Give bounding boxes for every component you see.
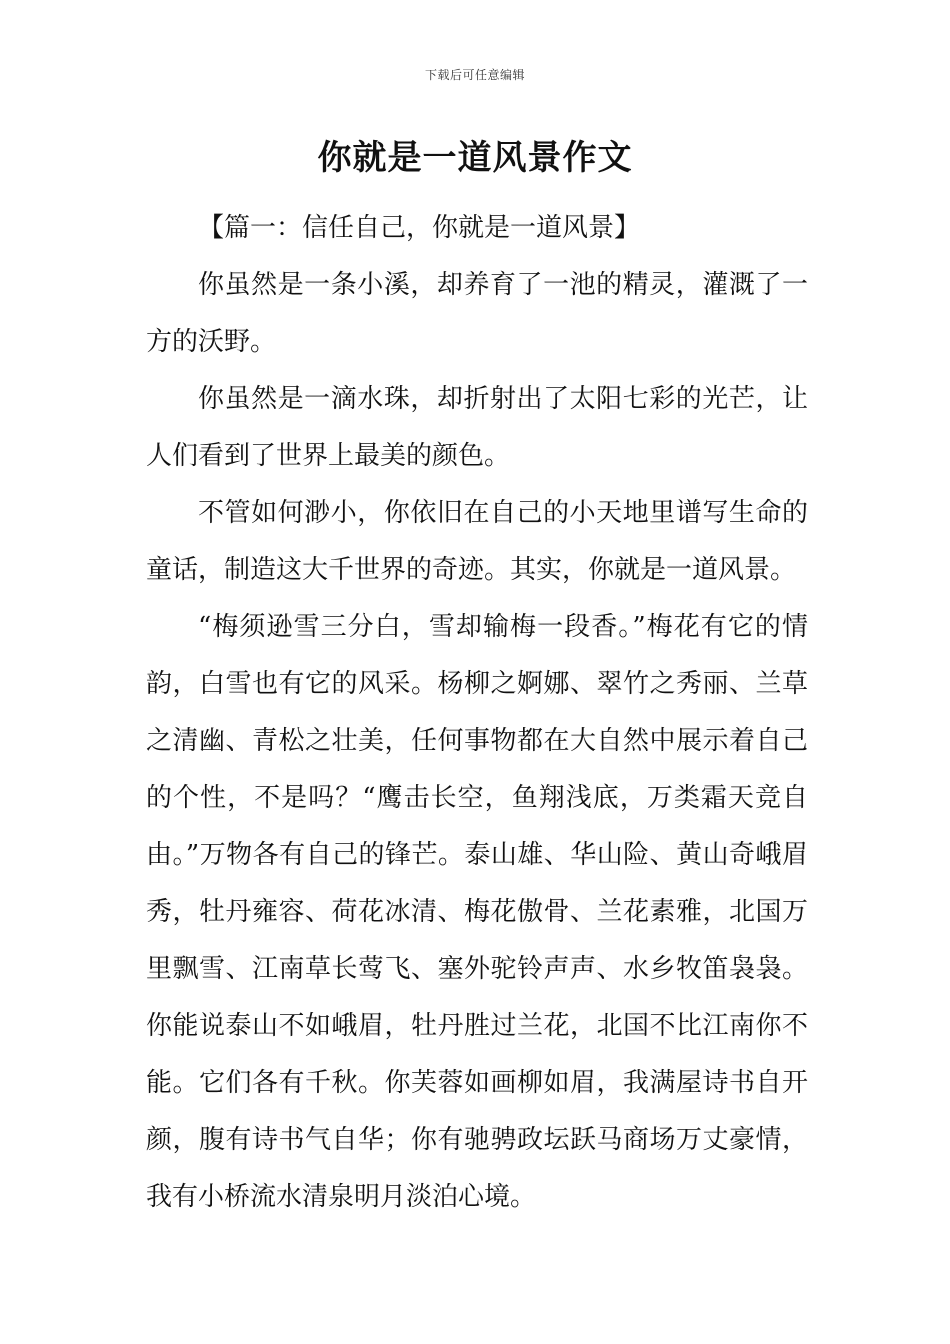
document-body bbox=[146, 200, 808, 1226]
paragraph: 不管如何渺小，你依旧在自己的小天地里谱写生命的童话，制造这大千世界的奇迹。其实，你就是一道风景。 bbox=[146, 498, 808, 585]
paragraph: 你虽然是一条小溪，却养育了一池的精灵，灌溉了一方的沃野。 bbox=[146, 270, 808, 357]
paragraph: “梅须逊雪三分白，雪却输梅一段香。”梅花有它的情韵，白雪也有它的风采。杨柳之婀娜、翠竹之秀丽、兰草之清幽、青松之壮美，任何事物都在大自然中展示着自己的个性，不是吗？“鹰击长空，鱼翔浅底，万类霜天竞自由。”万物各有自己的锋芒。泰山雄、华山险、黄山奇峨眉秀，牡丹雍容、荷花冰清、梅花傲骨、兰花素雅，北国万里飘雪、江南草长莺飞、塞外驼铃声声、水乡牧笛袅袅。你能说泰山不如峨眉，牡丹胜过兰花，北国不比江南你不能。它们各有千秋。你芙蓉如画柳如眉，我满屋诗书自开颜，腹有诗书气自华；你有驰骋政坛跃马商场万丈豪情，我有小桥流水清泉明月淡泊心境。 bbox=[146, 612, 808, 1212]
header-note: 下载后可任意编辑 bbox=[424, 68, 525, 82]
section-heading: 【篇一：信任自己，你就是一道风景】 bbox=[198, 213, 641, 243]
document-title: 你就是一道风景作文 bbox=[317, 138, 633, 178]
paragraph: 你虽然是一滴水珠，却折射出了太阳七彩的光芒，让人们看到了世界上最美的颜色。 bbox=[146, 384, 808, 471]
